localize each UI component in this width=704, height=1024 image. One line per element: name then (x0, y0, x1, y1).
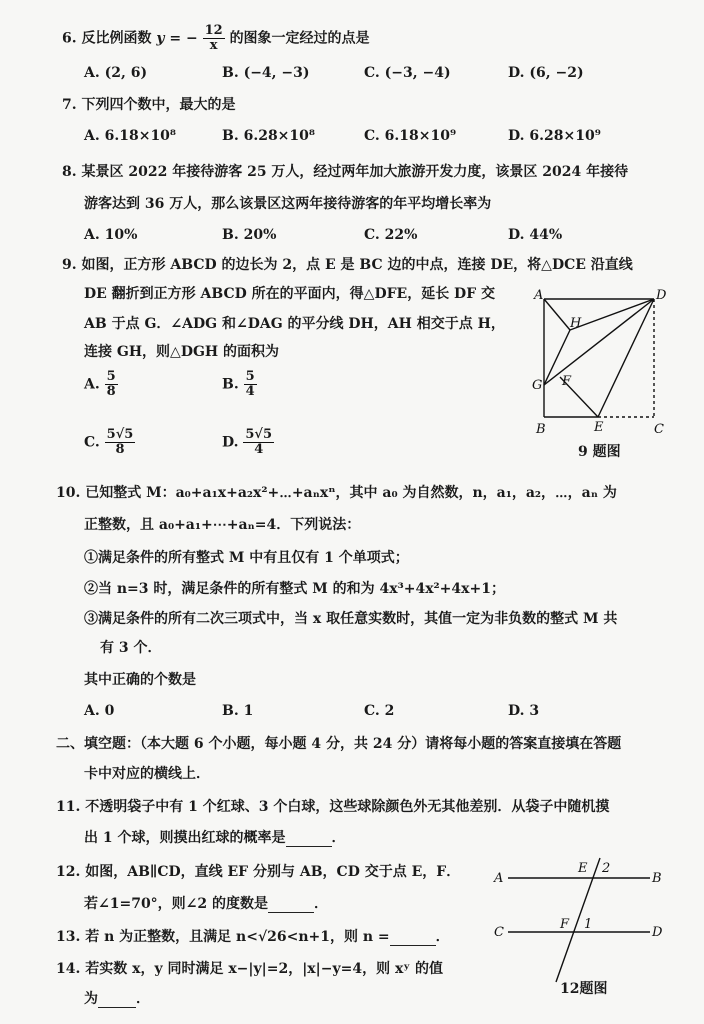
q8-option-d[interactable]: D. 44% (508, 227, 563, 243)
q8-option-a[interactable]: A. 10% (84, 227, 138, 243)
q6-option-c[interactable]: C. (−3, −4) (364, 65, 451, 81)
q7-option-d[interactable]: D. 6.28×10⁹ (508, 128, 601, 144)
section2-heading: 二、填空题：（本大题 6 个小题，每小题 4 分，共 24 分）请将每小题的答案直接填在答题 (56, 736, 622, 752)
q10-option-d[interactable]: D. 3 (508, 703, 540, 719)
q9-point-label: D (656, 288, 667, 303)
q9-point-label: G (532, 378, 543, 393)
q10-statement-2: ②当 n=3 时，满足条件的所有整式 M 的和为 4x³+4x²+4x+1； (84, 581, 505, 597)
q12-line2: 若∠1=70°，则∠2 的度数是 ． (84, 896, 329, 912)
q13-answer-blank[interactable] (390, 931, 436, 946)
q14-answer-blank[interactable] (98, 993, 136, 1008)
q9-option-c[interactable]: C. $\frac{5√5}{8}$ (84, 427, 134, 457)
q9-caption: 9 题图 (578, 444, 621, 460)
q9-option-a[interactable]: A. $\frac{5}{8}$ (84, 369, 116, 399)
q6-fraction: $\frac{12}{x}$ (204, 23, 223, 53)
q8-line1: 8. 某景区 2022 年接待游客 25 万人，经过两年加大旅游开发力度，该景区 2024 年接待 (62, 164, 629, 180)
q7-option-c[interactable]: C. 6.18×10⁹ (364, 128, 457, 144)
q12-point-label: E (578, 861, 588, 876)
section2-heading-cont: 卡中对应的横线上． (84, 766, 210, 782)
q9-point-label: F (562, 374, 572, 389)
q12-point-label: D (652, 925, 663, 940)
q12-caption: 12题图 (560, 981, 608, 997)
q9-option-b[interactable]: B. $\frac{5}{4}$ (222, 369, 255, 399)
q8-line2: 游客达到 36 万人，那么该景区这两年接待游客的年平均增长率为 (84, 196, 492, 212)
q8-option-c[interactable]: C. 22% (364, 227, 418, 243)
q9-segment-ah (544, 299, 570, 330)
q11-line2: 出 1 个球，则摸出红球的概率是 ． (84, 830, 346, 846)
q8-option-b[interactable]: B. 20% (222, 227, 277, 243)
q10-option-c[interactable]: C. 2 (364, 703, 395, 719)
q10-line2: 正整数，且 a₀+a₁+⋯+aₙ=4．下列说法： (84, 517, 361, 533)
q9-line2: DE 翻折到正方形 ABCD 所在的平面内，得△DFE，延长 DF 交 (84, 286, 496, 302)
q9-figure (530, 285, 670, 445)
q9-point-label: B (536, 422, 546, 437)
q12-answer-blank[interactable] (268, 898, 314, 913)
q12-point-label: F (560, 917, 570, 932)
q6-stem: 6. 反比例函数 y = − $\frac{12}{x}$ 的图象一定经过的点是 (62, 23, 370, 53)
q13-text: 13. 若 n 为正整数，且满足 n<√26<n+1，则 n = ． (56, 929, 450, 945)
q7-stem: 7. 下列四个数中，最大的是 (62, 97, 236, 113)
q9-line3: AB 于点 G．∠ADG 和∠DAG 的平分线 DH，AH 相交于点 H， (84, 316, 505, 332)
q9-option-d[interactable]: D. $\frac{5√5}{4}$ (222, 427, 273, 457)
q10-statement-1: ①满足条件的所有整式 M 中有且仅有 1 个单项式； (84, 550, 409, 566)
q10-line1: 10. 已知整式 M：a₀+a₁x+a₂x²+⋯+aₙxⁿ，其中 a₀ 为自然数，n，a₁，a₂，⋯，aₙ 为 (56, 485, 617, 501)
q6-option-d[interactable]: D. (6, −2) (508, 65, 584, 81)
q12-point-label: C (494, 925, 504, 940)
q10-statement-3a: ③满足条件的所有二次三项式中，当 x 取任意实数时，其值一定为非负数的整式 M 共 (84, 611, 618, 627)
q7-option-a[interactable]: A. 6.18×10⁸ (84, 128, 177, 144)
q10-ask: 其中正确的个数是 (84, 672, 196, 688)
q10-statement-3b: 有 3 个． (100, 640, 162, 656)
q12-line1: 12. 如图，AB∥CD，直线 EF 分别与 AB，CD 交于点 E，F． (56, 864, 461, 880)
q10-option-b[interactable]: B. 1 (222, 703, 254, 719)
q9-line1: 9. 如图，正方形 ABCD 的边长为 2，点 E 是 BC 边的中点，连接 DE，将△DCE 沿直线 (62, 257, 633, 273)
q9-segment-dg (544, 299, 654, 385)
q11-line1: 11. 不透明袋子中有 1 个红球、3 个白球，这些球除颜色外无其他差别．从袋子中随机摸 (56, 799, 610, 815)
q14-line1: 14. 若实数 x，y 同时满足 x−|y|=2，|x|−y=4，则 xʸ 的值 (56, 961, 443, 977)
q10-option-a[interactable]: A. 0 (84, 703, 115, 719)
q12-point-label: A (494, 871, 504, 886)
q6-option-b[interactable]: B. (−4, −3) (222, 65, 310, 81)
q9-line4: 连接 GH，则△DGH 的面积为 (84, 344, 280, 360)
q9-point-label: C (654, 422, 664, 437)
q6-option-a[interactable]: A. (2, 6) (84, 65, 148, 81)
q9-point-label: A (534, 288, 544, 303)
q11-answer-blank[interactable] (286, 832, 332, 847)
q12-point-label: 2 (602, 861, 611, 876)
q12-point-label: B (652, 871, 662, 886)
q14-line2: 为 ． (84, 991, 150, 1007)
q12-point-label: 1 (584, 917, 593, 932)
q9-point-label: H (570, 316, 582, 331)
q7-option-b[interactable]: B. 6.28×10⁸ (222, 128, 316, 144)
q9-point-label: E (594, 420, 604, 435)
